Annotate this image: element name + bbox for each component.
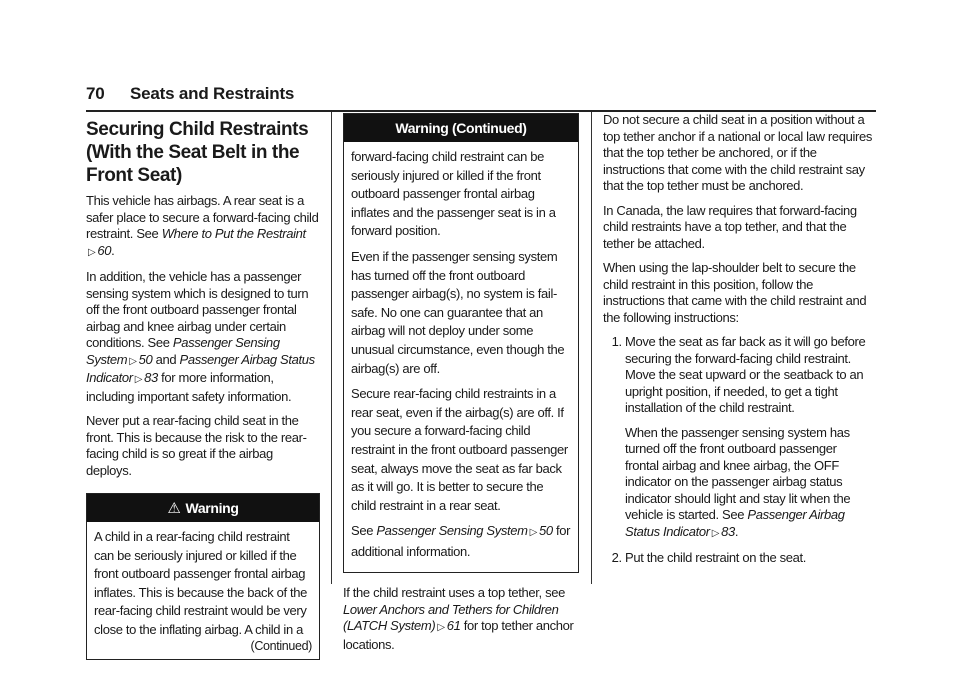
paragraph: Never put a rear-facing child seat in the front. This is because the risk to the rear-facing child is so great if the airbag deploys.	[86, 413, 307, 478]
page-reference[interactable]: 61	[446, 618, 461, 634]
page-reference[interactable]: 60	[97, 242, 112, 258]
column-1	[86, 118, 320, 660]
warning-box-continued	[343, 113, 579, 573]
text: In addition, the vehicle has a passenger sensing system which is designed to turn off the front outboard passenger frontal airbag and knee airbag under certain conditions. See	[86, 269, 309, 350]
text: for top tether anchor locations.	[343, 618, 574, 652]
warning-header: Warning (Continued)	[344, 114, 578, 142]
continued-label: (Continued)	[250, 638, 312, 653]
text: If the child restraint uses a top tether, see	[343, 585, 565, 601]
page-ref-icon: ▷	[129, 355, 137, 367]
text: When the passenger sensing system has turned off the front outboard passenger frontal airbag and knee airbag, the OFF indicator on the passenger airbag status indicator should light and stay lit when the vehicle is started. See	[625, 424, 851, 522]
page-reference[interactable]: 50	[538, 523, 553, 539]
step-text: 2. Put the child restraint on the seat.	[625, 550, 807, 565]
cross-reference[interactable]: Lower Anchors and Tethers for Children (LATCH System)	[343, 601, 559, 634]
page-ref-icon: ▷	[437, 622, 445, 634]
paragraph: In Canada, the law requires that forward-facing child restraints have a top tether, and that the tether be attached.	[603, 202, 857, 251]
warning-icon: ⚠	[167, 500, 181, 517]
warning-body	[344, 142, 578, 572]
cross-reference[interactable]: Passenger Airbag Status Indicator	[86, 351, 315, 385]
cross-reference[interactable]: Passenger Airbag Status Indicator	[625, 507, 845, 539]
text: This vehicle has airbags. A rear seat is a safer place to secure a forward-facing child restraint. See	[86, 193, 319, 241]
cross-reference[interactable]: Passenger Sensing System	[376, 523, 528, 539]
warning-body	[87, 522, 319, 659]
column-2	[343, 118, 579, 661]
cross-reference[interactable]: Where to Put the Restraint	[161, 226, 306, 241]
text: See	[351, 523, 377, 539]
list-item	[625, 550, 873, 567]
warning-text: Secure rear-facing child restraints in a rear seat, even if the airbag(s) are off. If you secure a forward-facing child restraint in the front outboard passenger seat, always move the seat as far back as it will go. It is better to secure the child restraint in a rear seat.	[351, 386, 568, 513]
warning-text: forward-facing child restraint can be seriously injured or killed if the front outboard passenger frontal airbag inflates and the passenger seat is in a forward position.	[351, 149, 556, 239]
cross-reference[interactable]: Passenger Sensing System	[86, 335, 280, 367]
column-divider	[591, 112, 592, 584]
page-ref-icon: ▷	[134, 374, 143, 385]
page-header	[86, 80, 876, 112]
step-note	[625, 425, 873, 543]
column-divider	[331, 112, 332, 584]
step-text: 1. Move the seat as far back as it will go before securing the forward-facing child restraint. Move the seat upward or the seatback to an upright position, if needed, to get a tight installation of the child restraint.	[625, 334, 866, 415]
paragraph: When using the lap-shoulder belt to secure the child restraint in this position, follow the instructions that came with the child restraint and the following instructions:	[603, 260, 867, 325]
warning-title: Warning	[185, 500, 239, 516]
warning-header	[87, 494, 319, 522]
list-item	[625, 334, 873, 542]
paragraph: Do not secure a child seat in a position without a top tether anchor if a national or local law requires that the top tether be anchored, or if the instructions that come with the child restraint say that the top tether must be anchored.	[603, 112, 873, 193]
paragraph	[86, 193, 320, 261]
column-3	[603, 112, 873, 575]
warning-text	[351, 522, 571, 561]
paragraph	[343, 585, 579, 653]
section-heading: Securing Child Restraints (With the Seat Belt in the Front Seat)	[86, 119, 309, 186]
section-title: Seats and Restraints	[130, 84, 295, 103]
page-ref-icon: ▷	[88, 246, 96, 258]
page-number: 70	[86, 84, 105, 103]
warning-text: Even if the passenger sensing system has turned off the front outboard passenger airbag(s), no system is fail-safe. No one can guarantee that an airbag will not deploy under some unusual circumstance, even though the airbag(s) are off.	[351, 248, 565, 376]
text: and	[152, 351, 180, 367]
text: .	[111, 242, 115, 258]
paragraph	[86, 269, 320, 405]
text: for additional information.	[351, 523, 571, 559]
warning-box	[86, 493, 320, 660]
page-ref-icon: ▷	[711, 527, 720, 539]
page-reference[interactable]: 83	[144, 370, 158, 385]
instruction-list	[603, 334, 873, 567]
page-ref-icon: ▷	[529, 527, 537, 539]
page-reference[interactable]: 50	[138, 351, 153, 367]
warning-text: A child in a rear-facing child restraint can be seriously injured or killed if the front outboard passenger frontal airbag inflates. This is because the back of the rear-facing child restraint would be very close to the inflating airbag. A child in a	[94, 529, 308, 637]
page-reference[interactable]: 83	[721, 523, 735, 539]
text: .	[734, 523, 739, 539]
text: for more information, including important safety information.	[86, 370, 292, 404]
